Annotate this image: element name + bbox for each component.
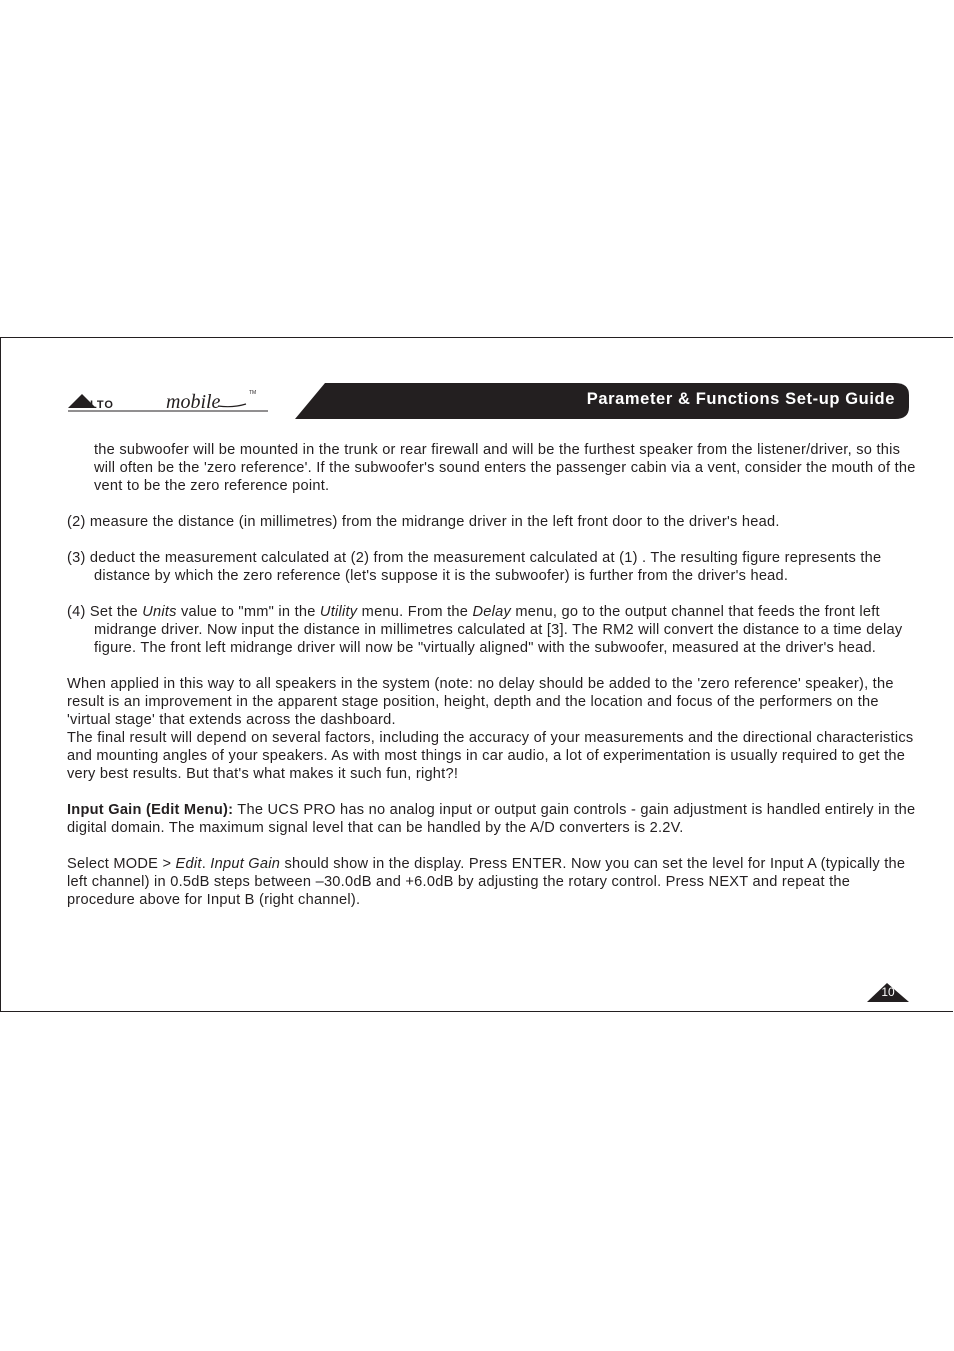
page-number-badge [867, 982, 909, 1002]
select-mode-text-a: Select MODE > [67, 856, 176, 872]
paragraph-select-mode [67, 855, 917, 909]
svg-text:TM: TM [249, 390, 257, 396]
header-bar [295, 383, 909, 419]
step-4-text-c: menu. From the [357, 604, 473, 620]
step-4-text-b: value to "mm" in the [176, 604, 320, 620]
units-term: Units [142, 604, 177, 620]
alto-mobile-logo [68, 384, 268, 414]
paragraph-final-result: The final result will depend on several factors, including the accuracy of your measurements and the directional characteristics and mounting angles of your speakers. As with most things in car audio, a lot of experimentation is usually required to get the very best results. But that's what makes it such fun, right?! [67, 730, 914, 782]
svg-text:mobile: mobile [166, 391, 221, 413]
input-gain-text: The UCS PRO has no analog input or output gain controls - gain adjustment is handled entirely in the digital domain. The maximum signal level that can be handled by the A/D converters is 2.2V. [67, 802, 916, 836]
paragraph-step-2: (2) measure the distance (in millimetres) from the midrange driver in the left front door to the driver's head. [67, 514, 780, 530]
step-4-text-a: (4) Set the [67, 604, 143, 620]
utility-term: Utility [319, 604, 358, 620]
step-4-text-d: menu, go to the output channel that feeds the front left midrange driver. Now input the distance in millimetres calculated at [3]. The RM2 will convert the distance to a time delay figure. The front left midrange driver will now be "virtually aligned" with the subwoofer, measured at the driver's head. [94, 604, 903, 656]
delay-term: Delay [472, 604, 512, 620]
select-mode-text-c: should show in the display. Press ENTER. Now you can set the level for Input A (typically the left channel) in 0.5dB steps between –30.0dB and +6.0dB by adjusting the rotary control. Press NEXT and repeat the procedure above for Input B (right channel). [67, 856, 906, 908]
body-text [67, 441, 917, 909]
paragraph-step-3: (3) deduct the measurement calculated at (2) from the measurement calculated at (1) . The resulting figure represents the distance by which the zero reference (let's suppose it is the subwoofer) is further from the driver's head. [67, 550, 882, 584]
input-gain-term: Input Gain [210, 856, 281, 872]
select-mode-text-b: . [201, 856, 211, 872]
page-number: 10 [881, 985, 895, 999]
edit-term: Edit [175, 856, 202, 872]
paragraph-input-gain [67, 801, 917, 837]
svg-text:LTO: LTO [90, 399, 114, 411]
paragraph-step-4 [67, 603, 917, 657]
paragraph-result: When applied in this way to all speakers in the system (note: no delay should be added to the 'zero reference' speaker), the result is an improvement in the apparent stage position, height, depth and the location and focus of the performers on the 'virtual stage' that extends across the dashboard. [67, 676, 894, 728]
paragraph-continuation: the subwoofer will be mounted in the trunk or rear firewall and will be the furthest speaker from the listener/driver, so this will often be the 'zero reference'. If the subwoofer's sound enters the passenger cabin via a vent, consider the mouth of the vent to be the zero reference point. [94, 442, 916, 494]
input-gain-heading: Input Gain (Edit Menu): [67, 802, 234, 818]
page-title: Parameter & Functions Set-up Guide [586, 390, 895, 408]
